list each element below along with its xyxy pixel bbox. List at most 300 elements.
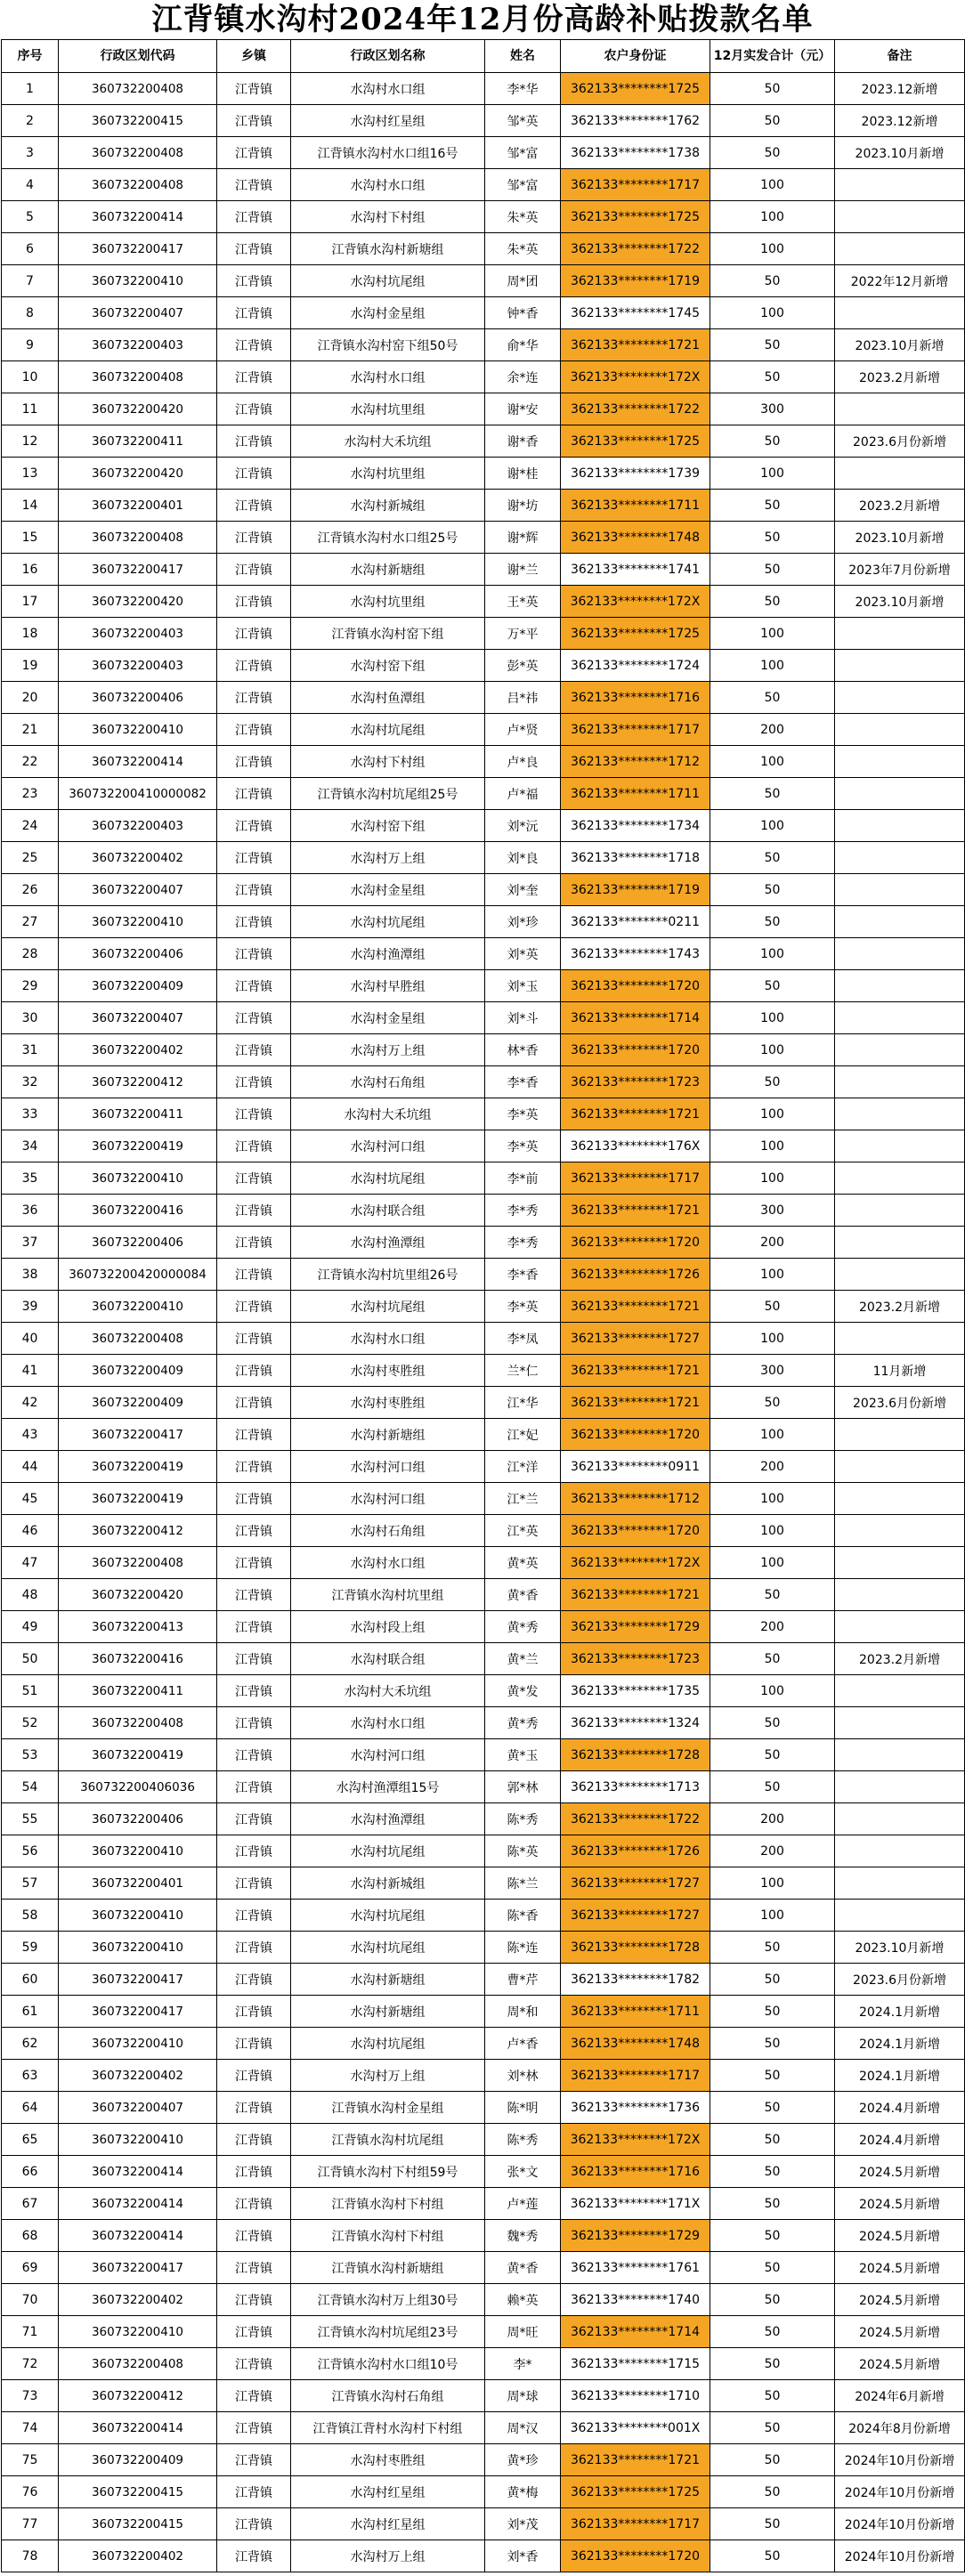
cell-amount: 50 — [710, 2380, 835, 2412]
cell-no: 47 — [2, 1547, 59, 1579]
cell-name: 邹*富 — [485, 137, 561, 169]
cell-code: 360732200401 — [59, 1867, 217, 1900]
cell-no: 5 — [2, 201, 59, 233]
cell-area: 水沟村联合组 — [291, 1195, 485, 1227]
cell-note: 2024.5月新增 — [835, 2348, 965, 2380]
cell-area: 水沟村坑尾组 — [291, 714, 485, 746]
cell-town: 江背镇 — [217, 1162, 291, 1195]
cell-id: 362133********1726 — [561, 1259, 710, 1291]
cell-town: 江背镇 — [217, 778, 291, 810]
cell-id: 362133********1710 — [561, 2380, 710, 2412]
cell-area: 水沟村水口组 — [291, 1547, 485, 1579]
cell-code: 360732200410 — [59, 2028, 217, 2060]
cell-note — [835, 1002, 965, 1034]
cell-amount: 50 — [710, 1771, 835, 1803]
cell-id: 362133********1718 — [561, 842, 710, 874]
cell-area: 水沟村水口组 — [291, 73, 485, 105]
cell-code: 360732200407 — [59, 874, 217, 906]
cell-id: 362133********1714 — [561, 1002, 710, 1034]
cell-note — [835, 714, 965, 746]
cell-name: 卢*香 — [485, 2028, 561, 2060]
table-row — [2, 778, 965, 810]
table-row — [2, 1355, 965, 1387]
cell-area: 水沟村水口组 — [291, 169, 485, 201]
cell-town: 江背镇 — [217, 1323, 291, 1355]
table-body — [2, 73, 965, 2572]
cell-no: 60 — [2, 1964, 59, 1996]
cell-no: 17 — [2, 586, 59, 618]
cell-note: 2024.4月新增 — [835, 2092, 965, 2124]
header-amount: 12月实发合计（元） — [710, 40, 835, 73]
cell-name: 钟*香 — [485, 297, 561, 329]
cell-amount: 100 — [710, 1323, 835, 1355]
cell-town: 江背镇 — [217, 1643, 291, 1675]
cell-area: 水沟村渔潭组15号 — [291, 1771, 485, 1803]
cell-amount: 50 — [710, 586, 835, 618]
table-row — [2, 1707, 965, 1739]
cell-amount: 50 — [710, 2220, 835, 2252]
cell-code: 360732200410 — [59, 1162, 217, 1195]
table-row — [2, 458, 965, 490]
cell-code: 360732200420000084 — [59, 1259, 217, 1291]
cell-no: 8 — [2, 297, 59, 329]
table-row — [2, 2444, 965, 2476]
cell-code: 360732200410 — [59, 1900, 217, 1932]
cell-note: 2024年10月份新增 — [835, 2540, 965, 2572]
cell-code: 360732200410 — [59, 1932, 217, 1964]
cell-id: 362133********1748 — [561, 2028, 710, 2060]
cell-area: 江背镇江背村水沟村下村组 — [291, 2412, 485, 2444]
table-row — [2, 810, 965, 842]
table-row — [2, 1098, 965, 1130]
cell-code: 360732200413 — [59, 1611, 217, 1643]
cell-code: 360732200414 — [59, 201, 217, 233]
cell-code: 360732200414 — [59, 746, 217, 778]
cell-area: 水沟村大禾坑组 — [291, 1098, 485, 1130]
cell-area: 江背镇水沟村窑下组50号 — [291, 329, 485, 361]
cell-name: 江*洋 — [485, 1451, 561, 1483]
cell-name: 李* — [485, 2348, 561, 2380]
cell-name: 谢*坊 — [485, 490, 561, 522]
cell-no: 73 — [2, 2380, 59, 2412]
cell-town: 江背镇 — [217, 2188, 291, 2220]
cell-town: 江背镇 — [217, 618, 291, 650]
cell-town: 江背镇 — [217, 2316, 291, 2348]
cell-no: 44 — [2, 1451, 59, 1483]
table-row — [2, 233, 965, 265]
document-title: 江背镇水沟村2024年12月份高龄补贴拨款名单 — [151, 2, 814, 37]
table-header — [2, 40, 965, 73]
table-row — [2, 1195, 965, 1227]
cell-id: 362133********1720 — [561, 2540, 710, 2572]
cell-name: 黄*发 — [485, 1675, 561, 1707]
cell-town: 江背镇 — [217, 1771, 291, 1803]
cell-code: 360732200412 — [59, 1515, 217, 1547]
cell-note: 2024.1月新增 — [835, 1996, 965, 2028]
cell-note: 2023.2月新增 — [835, 1643, 965, 1675]
cell-name: 郭*林 — [485, 1771, 561, 1803]
cell-town: 江背镇 — [217, 2156, 291, 2188]
cell-area: 江背镇水沟村坑尾组23号 — [291, 2316, 485, 2348]
cell-town: 江背镇 — [217, 1451, 291, 1483]
cell-amount: 100 — [710, 1034, 835, 1066]
cell-note — [835, 297, 965, 329]
cell-id: 362133********1729 — [561, 1611, 710, 1643]
table-row — [2, 1803, 965, 1835]
cell-code: 360732200412 — [59, 2380, 217, 2412]
cell-name: 谢*桂 — [485, 458, 561, 490]
cell-code: 360732200402 — [59, 2060, 217, 2092]
cell-town: 江背镇 — [217, 1387, 291, 1419]
cell-amount: 200 — [710, 1227, 835, 1259]
cell-town: 江背镇 — [217, 1227, 291, 1259]
cell-name: 黄*珍 — [485, 2444, 561, 2476]
cell-amount: 100 — [710, 1002, 835, 1034]
cell-note: 2024.5月新增 — [835, 2252, 965, 2284]
cell-area: 水沟村下村组 — [291, 201, 485, 233]
cell-amount: 100 — [710, 746, 835, 778]
cell-town: 江背镇 — [217, 714, 291, 746]
cell-town: 江背镇 — [217, 425, 291, 458]
table-row — [2, 1867, 965, 1900]
cell-note: 2023.2月新增 — [835, 490, 965, 522]
cell-no: 71 — [2, 2316, 59, 2348]
cell-name: 江*英 — [485, 1515, 561, 1547]
cell-town: 江背镇 — [217, 1195, 291, 1227]
cell-amount: 100 — [710, 1515, 835, 1547]
cell-amount: 200 — [710, 1835, 835, 1867]
cell-code: 360732200409 — [59, 2444, 217, 2476]
cell-code: 360732200408 — [59, 169, 217, 201]
table-row — [2, 2060, 965, 2092]
cell-town: 江背镇 — [217, 1739, 291, 1771]
cell-amount: 100 — [710, 1675, 835, 1707]
cell-town: 江背镇 — [217, 1707, 291, 1739]
cell-id: 362133********1745 — [561, 297, 710, 329]
cell-amount: 50 — [710, 906, 835, 938]
cell-id: 362133********1712 — [561, 746, 710, 778]
cell-area: 水沟村枣胜组 — [291, 1355, 485, 1387]
cell-id: 362133********172X — [561, 586, 710, 618]
cell-name: 万*平 — [485, 618, 561, 650]
cell-town: 江背镇 — [217, 233, 291, 265]
cell-area: 江背镇水沟村金星组 — [291, 2092, 485, 2124]
cell-no: 1 — [2, 73, 59, 105]
table-row — [2, 201, 965, 233]
header-id: 农户身份证 — [561, 40, 710, 73]
table-row — [2, 490, 965, 522]
cell-note: 2023.10月新增 — [835, 329, 965, 361]
cell-amount: 50 — [710, 2252, 835, 2284]
cell-town: 江背镇 — [217, 2476, 291, 2508]
cell-id: 362133********1711 — [561, 1996, 710, 2028]
cell-area: 水沟村坑尾组 — [291, 1291, 485, 1323]
cell-amount: 50 — [710, 874, 835, 906]
table-row — [2, 329, 965, 361]
cell-amount: 300 — [710, 1355, 835, 1387]
cell-no: 43 — [2, 1419, 59, 1451]
cell-id: 362133********1721 — [561, 2444, 710, 2476]
table-row — [2, 1259, 965, 1291]
cell-no: 59 — [2, 1932, 59, 1964]
cell-area: 江背镇水沟村万上组30号 — [291, 2284, 485, 2316]
cell-note: 2023.10月新增 — [835, 586, 965, 618]
cell-no: 11 — [2, 393, 59, 425]
cell-area: 水沟村河口组 — [291, 1483, 485, 1515]
cell-id: 362133********1720 — [561, 1227, 710, 1259]
cell-code: 360732200408 — [59, 2348, 217, 2380]
cell-amount: 100 — [710, 458, 835, 490]
cell-area: 水沟村新塘组 — [291, 554, 485, 586]
cell-id: 362133********1723 — [561, 1643, 710, 1675]
cell-note — [835, 682, 965, 714]
table-row — [2, 2380, 965, 2412]
cell-town: 江背镇 — [217, 105, 291, 137]
cell-area: 江背镇水沟村坑尾组25号 — [291, 778, 485, 810]
subsidy-table — [1, 39, 965, 2572]
cell-no: 42 — [2, 1387, 59, 1419]
cell-code: 360732200416 — [59, 1195, 217, 1227]
cell-id: 362133********1717 — [561, 2060, 710, 2092]
table-row — [2, 361, 965, 393]
cell-name: 黄*兰 — [485, 1643, 561, 1675]
cell-code: 360732200416 — [59, 1643, 217, 1675]
cell-name: 赖*英 — [485, 2284, 561, 2316]
cell-amount: 100 — [710, 233, 835, 265]
cell-name: 刘*沅 — [485, 810, 561, 842]
cell-no: 75 — [2, 2444, 59, 2476]
cell-amount: 50 — [710, 2092, 835, 2124]
cell-amount: 300 — [710, 1195, 835, 1227]
cell-town: 江背镇 — [217, 2252, 291, 2284]
cell-note — [835, 1579, 965, 1611]
cell-code: 360732200408 — [59, 1707, 217, 1739]
cell-code: 360732200411 — [59, 425, 217, 458]
cell-town: 江背镇 — [217, 1932, 291, 1964]
cell-note: 2024年8月份新增 — [835, 2412, 965, 2444]
cell-no: 46 — [2, 1515, 59, 1547]
cell-amount: 100 — [710, 1867, 835, 1900]
table-row — [2, 2124, 965, 2156]
table-row — [2, 874, 965, 906]
table-row — [2, 1130, 965, 1162]
cell-no: 68 — [2, 2220, 59, 2252]
cell-code: 360732200403 — [59, 650, 217, 682]
cell-no: 48 — [2, 1579, 59, 1611]
table-row — [2, 714, 965, 746]
cell-code: 360732200419 — [59, 1451, 217, 1483]
cell-note — [835, 233, 965, 265]
cell-id: 362133********1743 — [561, 938, 710, 970]
cell-code: 360732200412 — [59, 1066, 217, 1098]
cell-area: 水沟村枣胜组 — [291, 2444, 485, 2476]
cell-name: 王*英 — [485, 586, 561, 618]
table-row — [2, 393, 965, 425]
cell-id: 362133********1711 — [561, 490, 710, 522]
cell-id: 362133********1761 — [561, 2252, 710, 2284]
table-row — [2, 1579, 965, 1611]
cell-note: 2024.5月新增 — [835, 2316, 965, 2348]
cell-id: 362133********1724 — [561, 650, 710, 682]
cell-no: 70 — [2, 2284, 59, 2316]
cell-amount: 50 — [710, 682, 835, 714]
cell-name: 江*兰 — [485, 1483, 561, 1515]
cell-code: 360732200408 — [59, 1323, 217, 1355]
cell-no: 58 — [2, 1900, 59, 1932]
cell-note — [835, 1130, 965, 1162]
cell-code: 360732200407 — [59, 2092, 217, 2124]
cell-id: 362133********1728 — [561, 1932, 710, 1964]
table-row — [2, 2316, 965, 2348]
cell-no: 51 — [2, 1675, 59, 1707]
cell-town: 江背镇 — [217, 2028, 291, 2060]
cell-town: 江背镇 — [217, 73, 291, 105]
cell-no: 24 — [2, 810, 59, 842]
cell-town: 江背镇 — [217, 2412, 291, 2444]
cell-code: 360732200417 — [59, 233, 217, 265]
cell-town: 江背镇 — [217, 1835, 291, 1867]
cell-note: 2024.5月新增 — [835, 2284, 965, 2316]
cell-no: 13 — [2, 458, 59, 490]
cell-amount: 100 — [710, 297, 835, 329]
cell-town: 江背镇 — [217, 1900, 291, 1932]
cell-town: 江背镇 — [217, 2540, 291, 2572]
cell-area: 江背镇水沟村下村组59号 — [291, 2156, 485, 2188]
cell-area: 水沟村坑尾组 — [291, 1835, 485, 1867]
cell-name: 朱*英 — [485, 233, 561, 265]
cell-town: 江背镇 — [217, 1611, 291, 1643]
cell-area: 水沟村坑里组 — [291, 586, 485, 618]
cell-code: 360732200406036 — [59, 1771, 217, 1803]
cell-id: 362133********1324 — [561, 1707, 710, 1739]
cell-no: 62 — [2, 2028, 59, 2060]
cell-no: 67 — [2, 2188, 59, 2220]
cell-no: 57 — [2, 1867, 59, 1900]
cell-no: 37 — [2, 1227, 59, 1259]
cell-no: 34 — [2, 1130, 59, 1162]
cell-name: 黄*香 — [485, 1579, 561, 1611]
cell-town: 江背镇 — [217, 361, 291, 393]
table-row — [2, 1483, 965, 1515]
cell-note — [835, 1195, 965, 1227]
cell-area: 水沟村金星组 — [291, 1002, 485, 1034]
table-row — [2, 1611, 965, 1643]
cell-code: 360732200419 — [59, 1130, 217, 1162]
cell-name: 刘*香 — [485, 2540, 561, 2572]
cell-town: 江背镇 — [217, 1964, 291, 1996]
cell-id: 362133********176X — [561, 1130, 710, 1162]
cell-code: 360732200410 — [59, 906, 217, 938]
cell-amount: 100 — [710, 1900, 835, 1932]
cell-amount: 200 — [710, 714, 835, 746]
cell-code: 360732200415 — [59, 105, 217, 137]
cell-town: 江背镇 — [217, 1419, 291, 1451]
table-row — [2, 906, 965, 938]
table-row — [2, 586, 965, 618]
cell-no: 63 — [2, 2060, 59, 2092]
cell-code: 360732200410 — [59, 1835, 217, 1867]
cell-id: 362133********1722 — [561, 393, 710, 425]
cell-note — [835, 1162, 965, 1195]
cell-no: 72 — [2, 2348, 59, 2380]
cell-no: 77 — [2, 2508, 59, 2540]
cell-area: 水沟村万上组 — [291, 2540, 485, 2572]
cell-name: 曹*芹 — [485, 1964, 561, 1996]
cell-id: 362133********1748 — [561, 522, 710, 554]
cell-id: 362133********1716 — [561, 682, 710, 714]
cell-name: 谢*辉 — [485, 522, 561, 554]
cell-amount: 50 — [710, 2476, 835, 2508]
header-row — [2, 40, 965, 73]
cell-name: 黄*英 — [485, 1547, 561, 1579]
cell-amount: 50 — [710, 2188, 835, 2220]
cell-id: 362133********1727 — [561, 1867, 710, 1900]
table-row — [2, 2188, 965, 2220]
cell-note — [835, 746, 965, 778]
cell-id: 362133********0211 — [561, 906, 710, 938]
cell-amount: 100 — [710, 169, 835, 201]
cell-code: 360732200402 — [59, 842, 217, 874]
cell-amount: 50 — [710, 105, 835, 137]
cell-town: 江背镇 — [217, 2348, 291, 2380]
cell-town: 江背镇 — [217, 970, 291, 1002]
cell-amount: 50 — [710, 554, 835, 586]
cell-town: 江背镇 — [217, 329, 291, 361]
cell-note — [835, 1483, 965, 1515]
table-row — [2, 1643, 965, 1675]
cell-town: 江背镇 — [217, 810, 291, 842]
cell-id: 362133********001X — [561, 2412, 710, 2444]
cell-note — [835, 1675, 965, 1707]
cell-note: 2023.12新增 — [835, 73, 965, 105]
cell-note: 2024年10月份新增 — [835, 2508, 965, 2540]
cell-name: 谢*兰 — [485, 554, 561, 586]
cell-name: 李*秀 — [485, 1195, 561, 1227]
cell-no: 56 — [2, 1835, 59, 1867]
cell-id: 362133********1713 — [561, 1771, 710, 1803]
cell-code: 360732200406 — [59, 1227, 217, 1259]
table-row — [2, 1451, 965, 1483]
cell-note — [835, 650, 965, 682]
cell-code: 360732200417 — [59, 2252, 217, 2284]
cell-town: 江背镇 — [217, 1291, 291, 1323]
cell-note: 2024.1月新增 — [835, 2028, 965, 2060]
table-row — [2, 297, 965, 329]
cell-no: 7 — [2, 265, 59, 297]
cell-town: 江背镇 — [217, 1675, 291, 1707]
cell-name: 江*妃 — [485, 1419, 561, 1451]
cell-name: 李*英 — [485, 1130, 561, 1162]
cell-area: 水沟村坑尾组 — [291, 906, 485, 938]
cell-town: 江背镇 — [217, 1867, 291, 1900]
cell-amount: 100 — [710, 1419, 835, 1451]
cell-name: 魏*秀 — [485, 2220, 561, 2252]
cell-code: 360732200407 — [59, 1002, 217, 1034]
table-row — [2, 2412, 965, 2444]
cell-town: 江背镇 — [217, 1066, 291, 1098]
cell-name: 黄*秀 — [485, 1611, 561, 1643]
cell-amount: 50 — [710, 73, 835, 105]
cell-town: 江背镇 — [217, 393, 291, 425]
cell-area: 水沟村大禾坑组 — [291, 425, 485, 458]
cell-amount: 300 — [710, 393, 835, 425]
table-row — [2, 425, 965, 458]
cell-name: 刘*斗 — [485, 1002, 561, 1034]
cell-amount: 200 — [710, 1803, 835, 1835]
cell-id: 362133********1729 — [561, 2220, 710, 2252]
cell-id: 362133********1741 — [561, 554, 710, 586]
table-row — [2, 1932, 965, 1964]
